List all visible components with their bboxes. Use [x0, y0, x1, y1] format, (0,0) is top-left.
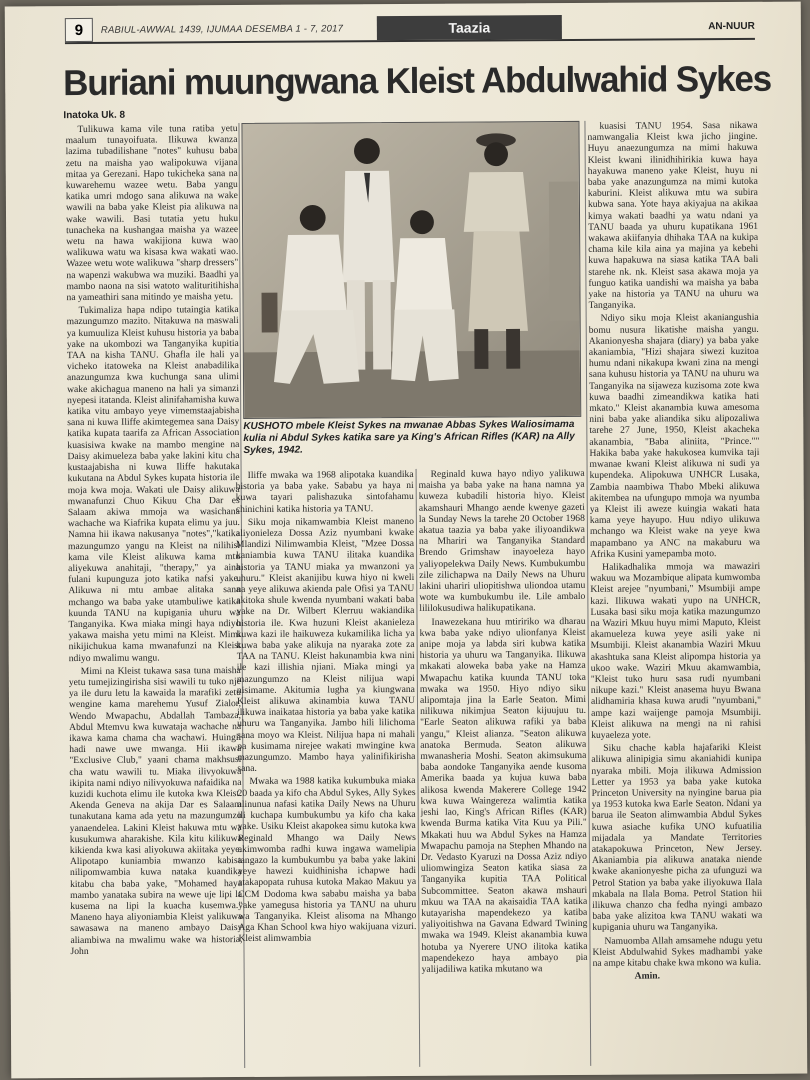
paragraph: Ndiyo siku moja Kleist akaniangushia bomu nusura likatishe maisha yangu. Akanionyesha shajara (diary) ya baba yake akaniambia, "Hizi shajara siwezi kuzitoa humu ndani nikakupa kwani zina na mengi sana kuhusu historia ya TANU na uhuru wa Tanganyika na sijaweza kuzisoma zote kwa kuwa baadhi zimeandikwa katika hati mkato." Kleist akanambia kuwa amesoma nini baba yake aliandika siku alipozaliwa tarehe 27 June, 1950, Kleist akacheka akanambia, "Baba aliniita, "Prince."" Hakika baba yake hakukosea kumvika taji mwanae kwani Kleist alikuwa ni sudi ya kupendeka. Alipokuwa UNHCR Lusaka, Zambia naambiwa Thabo Mbeki alikuwa akitembea na ufungupo mmoja wa nyumba ya Kleist ili aweze kuingia wakati hata kama yeye hayupo. Huu ndiyo ulikuwa mchango wa Kleist wake na yeye kwa mapambano ya ANC na makaburu wa Afrika Kusini yamepamba moto. — [588, 312, 761, 560]
historic-photograph — [241, 121, 581, 419]
photo-illustration — [242, 122, 580, 418]
section-banner: Taazia — [377, 15, 562, 40]
page-number: 9 — [65, 18, 93, 42]
signoff: Amin. — [634, 970, 661, 982]
page-header — [65, 14, 755, 44]
publication-name: AN-NUUR — [708, 20, 755, 32]
article-column-1 — [65, 123, 243, 1069]
paragraph: Halikadhalika mmoja wa mawaziri wakuu wa Mozambique alipata kumwomba Kleist arejee "nyumbani," Msumbiji ampe kazi. Ilikuwa wakati yupo na UNHCR, Lusaka basi siku moja katika mazungumzo na Waziri Mkuu huyu mimi Maputo, Kleist akamueleza kuwa yeye asili yake ni Msumbiji. Kleist akanambia Waziri Mkuu akashtuka sana Kleist alipompa historia ya ukoo wake. Waziri Mkuu akamwambia, "Kleist tuko huru sasa rudi nyumbani nikupe kazi." Kleist anasema huyu Bwana alidhamiria khasa kuwa arudi "nyumbani," ampe kazi waijenge pamoja Msumbiji. Kleist alikuwa na mengi na ni rahisi kuyaeleza yote. — [590, 560, 762, 741]
article-column-4 — [587, 120, 763, 1066]
issue-date-line: RABIUL-AWWAL 1439, IJUMAA DESEMBA 1 - 7, 2017 — [100, 22, 344, 36]
article-column-2 — [236, 469, 418, 1068]
article-headline: Buriani muungwana Kleist Abdulwahid Sykes — [63, 57, 772, 104]
newspaper-page — [5, 2, 808, 1079]
paragraph: Siku moja nikamwambia Kleist maneno aliyonieleza Dossa Aziz nyumbani kwake Mlandizi Nilimwambia Kleist, "Mzee Dossa kaniambia kuwa TANU ilitaka kuandika historia ya TANU miaka ya mwanzoni ya uhuru." Kleist akanijibu kuwa hiyo ni kweli na yeye alikuwa akienda pale Ofisi ya TANU akitoka shule kwenda nyumbani wakati baba yake na Dr. Wilbert Klerruu wakiandika historia ile. Kwa huzuni Kleist akanieleza kuwa kazi ile haikuweza kukamilika licha ya kuwa baba yake alikuja na nyaraka zote za TAA na TANU. Kleist hakunambia kwa nini ile kazi illishia njiani. Miaka mingi ya mazungumzo na Kleist nilijua wapi nisimame. Akitumia lugha ya kiungwana Kleist alikuwa akinambia kuwa TANU ilikuwa inaikataa historia ya baba yake katika uhuru wa Tanganyika. Jambo hili lilichoma sana moyo wa Kleist. Nilijua hapa ni mahali pa kusimama nirejee wakati mwingine kwa mazungumzo. Mambo haya yalinifikirisha sana. — [235, 515, 416, 775]
paragraph: Iliffe mwaka wa 1968 alipotaka kuandika historia ya baba yake. Sababu ya haya ni kuwa tayari palishazuka sintofahamu chinichini katika historia ya TANU. — [235, 468, 414, 515]
paragraph: Namuomba Allah amsamehe ndugu yetu Kleist Abdulwahid Sykes madhambi yake na ampe kitabu chake kwa mkono wa kulia. — [592, 934, 763, 969]
paragraph: Reginald kuwa hayo ndiyo yalikuwa maisha ya baba yake na hana namna ya kuweza kubadili historia hiyo. Kleist akamshauri Mhango aende kwenye gazeti la Sunday News la tarehe 20 October 1968 akatua taazia ya baba yake iliyoandikwa na Mhariri wa Tanganyika Standard Brendo Grimshaw inayoeleza hayo yaliyopelekwa Daily News. Kumbukumbu zile zilichapwa na Daily News na Uhuru lakini uhariri uliopitishwa uliondoa utamu wote wa kumbukumbu ile. Lile ambalo lililokusudiwa halikupatikana. — [418, 467, 586, 615]
paragraph: Inawezekana huu mtiririko wa dharau kwa baba yake ndiyo ulionfanya Kleist anipe moja ya labda siri kubwa katika historia ya uhuru wa Tanganyika. Ilikuwa mkakati aloweka baba yake na Hamza Mwapachu katika kuunda TANU toka mwaka wa 1950. Hiyo ndiyo siku alipomtaja jina la Earle Seaton. Mimi nilikuwa nikimjua Seaton kijuujuu tu. "Earle Seaton alikuwa rafiki ya baba yangu," Kleist alianza. "Seaton alikuwa anatoka Bermuda. Seaton alikuwa mwanasheria Moshi. Seaton akimsukuma baba aondoke Tanganyika aende kusoma Amerika baada ya kujua kuwa baba alikosa kwenda Makerere College 1942 kwa kuwa Waingereza walimtia katika jeshi lao, King's African Rifles (KAR) kwenda Burma katika Vita Kuu ya Pili." Mkakati huu wa Abdul Sykes na Hamza Mwapachu pamoja na Stephen Mhando na Dr. Vedasto Kyaruzi na Dossa Aziz ndiyo uliomwingiza Seaton katika siasa za Tanganyika kupitia TAA Political Subcommittee. Seaton akawa mshauri mkuu wa TAA na akaisaidia TAA katika kutayarisha mapendekezo ya katiba yaliyoitishwa na Gavana Edward Twining mwaka wa 1949. Kleist akanambia kuwa hotuba ya Nyerere UNO ilitoka katika mapendekezo haya ambayo pia yalijadiliwa katika mkutano wa — [419, 615, 588, 975]
continuation-note: Inatoka Uk. 8 — [63, 109, 126, 122]
article-column-3 — [419, 468, 589, 1067]
paragraph: kuasisi TANU 1954. Sasa nikawa namwangalia Kleist kwa jicho jingine. Huyu anaezungumza na mimi hakuwa Kleist kwani ilinidhihirikia kuwa haya hayakuwa maneno yake Kleist, huyu ni baba yake anazungumza na mimi kutoka kaburini. Kleist alikuwa mtu wa subira kubwa sana. Yote haya akiyajua na akikaa kimya wakati baadhi ya watu ndani ya TANU baada ya uhuru kupatikana 1961 wakawa akiifanyia dhihaka TAA na kukipa chama kile kila aina ya majina ya kebehi kuwa hapakuwa na siasa katika TAA bali starehe nk. nk. Kleist sasa akawa moja ya funguo katika uandishi wa maisha ya baba yake na historia ya TANU na uhuru wa Tanganyika. — [587, 119, 759, 312]
paragraph: Tulikuwa kama vile tuna ratiba yetu maalum tunayoifuata. Ilikuwa kwanza lazima tubadilishane "notes" kuhusu baba zetu na maisha yao walipokuwa vijana mitaa ya Gerezani. Hapo tukicheka sana na kuwarehemu wazee wetu. Baba yangu katika umri mdogo sana alikuwa na wake wawili na baba yake Kleist pia alikuwa na wake wawili. Basi tutatia yetu huku tunacheka na kushangaa maisha ya wazee wetu na hawa wakijiona kuwa wao walikuwa watu wa kisasa kwa wakati wao. Wazee wetu wote walikuwa "sharp dressers" na wapenzi wakubwa wa muziki. Baadhi ya mambo naona na sisi watoto walituritihisha na yameathiri sana mitindo ye maisha yetu. — [65, 123, 239, 304]
paragraph: Siku chache kabla hajafariki Kleist alikuwa alinipigia simu akaniahidi kunipa nyaraka mbili. Moja ilikuwa Admission Letter ya 1953 ya baba yake kutoka Princeton University na nyingine barua pia ya 1953 kutoka kwa Earle Seaton. Ndani ya barua ile Seaton alimwambia Abdul Sykes kuwa asiache kufika UNO kufuatilia mijadala ya Mandate Territories atakapokuwa Princeton, New Jersey. Akaniambia pia alikuwa anataka niende kwake akanionyeshe picha za ufunguzi wa Petrol Station ya baba yake iliyokuwa Ilala mkabala na Ilala Boma. Petrol Station hii ilikuwa chanzo cha fedha nyingi ambazo baba yake alizitoa kwa TANU wakati wa kupigania uhuru wa Tanganyika. — [591, 742, 763, 934]
paragraph: Mwaka wa 1988 katika kukumbuka miaka 20 baada ya kifo cha Abdul Sykes, Ally Sykes alinunua nafasi katika Daily News na Uhuru ili kuchapa kumbukumbu ya kifo cha kaka yake. Usiku Kleist akapokea simu kutoka kwa Reginald Mhango wa Daily News akimwomba radhi kuwa ingawa wamelipia tangazo la kumbukumbu ya baba yake lakini yeye hawezi kuidhinisha ichapwe hadi atakapopata ruhusa kutoka Makao Makuu ya CCM Dodoma kwa sababu maisha ya baba yake yamegusa historia ya TANU na uhuru wa Tanganyika. Kleist alisoma na Mhango Aga Khan School kwa hiyo wakijuana vizuri. Kleist alimwambia — [237, 775, 417, 945]
paragraph: Mimi na Kleist tukawa sasa tuna maisha yetu tumejizingirisha sisi wawili tu tuko nje ya ile duru letu la kawaida la marafiki zetu wengine kama marehemu Yusuf Zialor, Wendo Mwapachu, Abdallah Tambaza, Abdul Mtemvu kwa kuwataja wachache na ikawa kama chama cha wachawi. Huingii hadi nawe uwe mwanga. Hii ikawa "Exclusive Club," yaani chama makhsusi cha watu wawili tu. Miaka ilivyokuwa ikipita nami ndiyo nilivyokuwa nafaidika na kuzidi kuchota elimu ile kutoka kwa Kleist. Akenda Geneva na akija Dar es Salaam tunakutana kama ada yetu na mazungumzo yanaendelea. Lakini Kleist hakuwa mtu wa kusukumwa aharakishe. Kila kitu kilikuwa kikienda kwa kasi aliyokuwa akiitaka yeye. Alipotapo kuniambia mwanzo kabisa nilipomwambia kuwa nataka kuandika kitabu cha baba yake, "Mohamed haya mambo yanataka subira na wewe uje lipi la kusema na lipi la kuacha kusemwa." Maneno haya aliyoniambia Kleist yalikuwa sawasawa na maneno ambayo Daisy aliambiwa na mwalimu wake wa historia, John — [68, 664, 243, 957]
photo-caption: KUSHOTO mbele Kleist Sykes na mwanae Abbas Sykes Waliosimama kulia ni Abdul Sykes katika sare ya King's African Rifles (KAR) na Ally Sykes, 1942. — [243, 418, 575, 456]
paragraph: Tukimaliza hapa ndipo tutaingia katika mazungumzo mazito. Nitakuwa na maswali ya kumuuliza Kleist kuhusu historia ya baba yake na ukombozi wa Tanganyika kupitia TAA na kisha TANU. Ghafla ile hali ya vicheko itatoweka na Kleist anabadilika anazungumza kwa kuchunga sana ulimi wake akichagua maneno na hali ya simanzi nyepesi itatanda. Kleist alinifahamisha kuwa katika vitu ambayo yeye vimemstaajabisha sana ni kuwa Iliffe akimtegemea sana Daisy katika kupata taarifa za African Association kuasisiwa kwake na mambo mengine na Daisy akimueleza baba yake lakini kitu cha kustaajabisha ni kuwa Iliffe hakutaka kukutana na Abdul Sykes kupata historia ile moja kwa moja. Wakati ule Daisy alikuwa mwanafunzi Chuo Kikuu Cha Dar es Salaam akiwa mmoja wa wasichana wachache wa Kiafrika kupata elimu ya juu. Namna hii ikawa nakusanya "notes","katika mazungumzo yangu na Kleist na nilihisi kama vile Kleist alikuwa kama mtu aliyekuwa anahitaji, "therapy," ya aina fulani kupunguza joto katika nafsi yake. Alikuwa ni mtu ambae alitaka sana mchango wa baba yake utambuliwe katika kuunda TANU na kupigania uhuru wa Tanganyika. Kwa miaka mingi haya ndiyo yakawa maisha yetu mimi na Kleist. Mimi nikijichukua kama mwanafunzi na Kleist ndiyo mwalimu wangu. — [66, 304, 241, 664]
